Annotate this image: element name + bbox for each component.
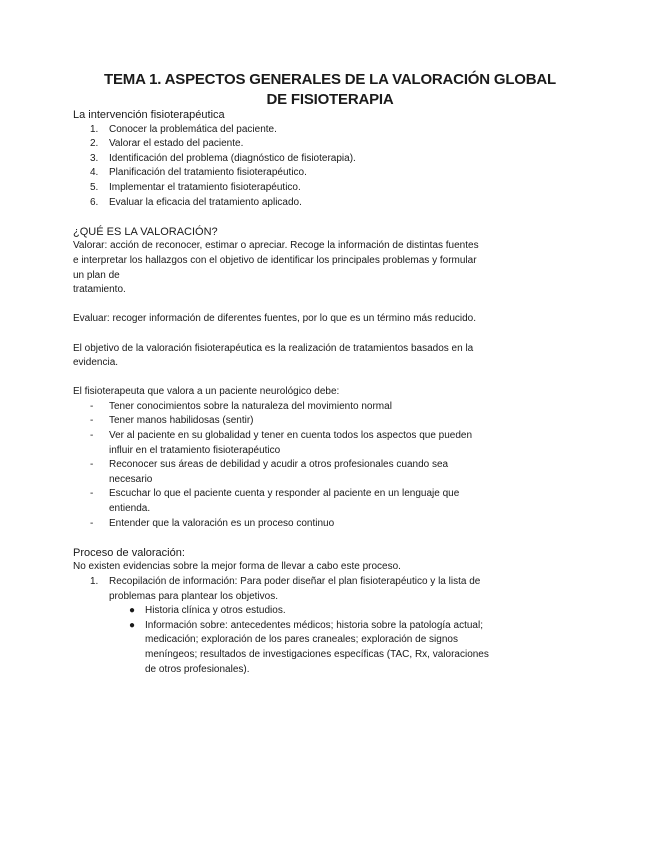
paragraph-line: e interpretar los hallazgos con el objetivo de identificar los principales problemas y formular [73, 254, 477, 266]
list-item [73, 400, 533, 415]
spacer [73, 210, 533, 225]
list-item [73, 123, 533, 138]
process-steps-list [73, 575, 533, 604]
list-item-text: Información sobre: antecedentes médicos; historia sobre la patología actual; [145, 619, 483, 631]
paragraph-proceso-intro: No existen evidencias sobre la mejor forma de llevar a cabo este proceso. [73, 561, 401, 573]
list-item-text-cont: entienda. [109, 503, 151, 515]
list-item-text: Valorar el estado del paciente. [109, 138, 244, 150]
list-item-text-cont: problemas para plantear los objetivos. [109, 590, 278, 602]
intervention-steps-list [73, 123, 533, 211]
list-item [73, 429, 533, 458]
list-number: 1. [90, 576, 99, 587]
list-number: 4. [90, 167, 99, 179]
list-item [73, 152, 533, 167]
list-item [73, 604, 533, 619]
list-item-text: Entender que la valoración es un proceso continuo [109, 517, 335, 529]
section-heading-proceso: Proceso de valoración: [73, 546, 185, 559]
list-item-text: Escuchar lo que el paciente cuenta y responder al paciente en un lenguaje que [109, 488, 460, 500]
spacer [73, 371, 533, 386]
list-item-text-cont: necesario [109, 473, 153, 485]
list-item [73, 137, 533, 152]
list-number: 1. [90, 123, 99, 135]
list-item-text: Tener manos habilidosas (sentir) [109, 415, 254, 427]
list-item [73, 458, 533, 487]
spacer [73, 327, 533, 342]
list-item-text-cont: de otros profesionales). [145, 663, 250, 675]
physio-requirements-list [73, 400, 533, 531]
dash-marker: - [90, 430, 94, 442]
paragraph-line: un plan de [73, 269, 120, 281]
bullet-marker: ● [129, 605, 136, 617]
list-item-text: Planificación del tratamiento fisioterapéutico. [109, 167, 307, 179]
list-item-text: Identificación del problema (diagnóstico de fisioterapia). [109, 152, 356, 164]
dash-marker: - [90, 517, 94, 529]
list-item [73, 166, 533, 181]
list-item-text-cont: medicación; exploración de los pares craneales; exploración de signos [145, 634, 458, 646]
spacer [73, 298, 533, 313]
list-item [73, 575, 533, 604]
list-item-text: Implementar el tratamiento fisioterapéutico. [109, 181, 301, 193]
paragraph-line: Valorar: acción de reconocer, estimar o apreciar. Recoge la información de distintas fuentes [73, 240, 479, 252]
section-heading-valoracion: ¿QUÉ ES LA VALORACIÓN? [73, 225, 218, 238]
list-item-text: Conocer la problemática del paciente. [109, 123, 277, 135]
section-heading-intervencion: La intervención fisioterapéutica [73, 109, 225, 121]
dash-marker: - [90, 459, 94, 471]
info-sources-list [73, 604, 533, 677]
list-item [73, 414, 533, 429]
list-item [73, 517, 533, 532]
paragraph-line: evidencia. [73, 357, 119, 369]
paragraph-line: tratamiento. [73, 284, 126, 296]
title-line-2: DE FISIOTERAPIA [266, 91, 394, 108]
document-title [60, 70, 600, 110]
dash-marker: - [90, 400, 94, 412]
list-item-text: Recopilación de información: Para poder diseñar el plan fisioterapéutico y la lista de [109, 576, 481, 587]
dash-marker: - [90, 488, 94, 500]
document-body [73, 108, 533, 677]
title-line-1: TEMA 1. ASPECTOS GENERALES DE LA VALORACIÓN GLOBAL [104, 71, 556, 88]
list-item-text: Evaluar la eficacia del tratamiento aplicado. [109, 196, 302, 208]
list-item-text: Reconocer sus áreas de debilidad y acudir a otros profesionales cuando sea [109, 459, 449, 471]
list-number: 6. [90, 196, 99, 208]
list-item [73, 181, 533, 196]
list-item [73, 196, 533, 211]
bullet-marker: ● [129, 619, 136, 631]
dash-marker: - [90, 415, 94, 427]
list-item [73, 487, 533, 516]
list-number: 5. [90, 181, 99, 193]
list-number: 3. [90, 152, 99, 164]
spacer [73, 531, 533, 546]
list-item-text: Historia clínica y otros estudios. [145, 605, 286, 617]
paragraph-line: El objetivo de la valoración fisioterapéutica es la realización de tratamientos basados en la [73, 342, 474, 354]
list-item [73, 619, 533, 677]
paragraph-fisio-intro: El fisioterapeuta que valora a un paciente neurológico debe: [73, 386, 340, 398]
list-item-text-cont: influir en el tratamiento fisioterapéutico [109, 444, 281, 456]
list-item-text-cont: meníngeos; resultados de investigaciones específicas (TAC, Rx, valoraciones [145, 648, 489, 660]
list-item-text: Ver al paciente en su globalidad y tener en cuenta todos los aspectos que pueden [109, 430, 473, 442]
list-item-text: Tener conocimientos sobre la naturaleza del movimiento normal [109, 400, 392, 412]
paragraph-evaluar: Evaluar: recoger información de diferentes fuentes, por lo que es un término más reducido. [73, 313, 476, 325]
list-number: 2. [90, 138, 99, 150]
